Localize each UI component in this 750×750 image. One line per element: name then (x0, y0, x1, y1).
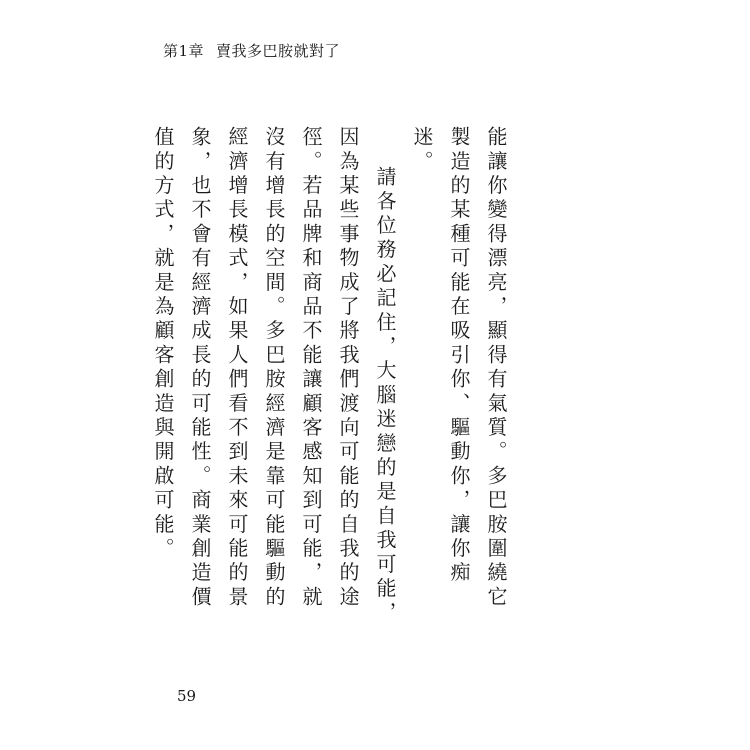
running-header (163, 40, 340, 61)
paragraph: 請各位務必記住，大腦迷戀的是自我可能，因為某些事物成了將我們渡向可能的自我的途徑。若品牌和商品不能讓顧客感知到可能，就沒有增長的空間。多巴胺經濟是靠可能驅動的經濟增長模式，如果人們看不到未來可能的景象，也不會有經濟成長的可能性。商業創造價值的方式，就是為顧客創造與開啟可能。 (151, 126, 397, 626)
paragraph-continued: 能讓你變得漂亮，顯得有氣質。多巴胺圍繞它製造的某種可能在吸引你、驅動你，讓你痴迷。 (410, 126, 508, 610)
vertical-body-text (144, 126, 514, 626)
chapter-label: 第1章 (163, 42, 205, 60)
page-number: 59 (177, 687, 197, 705)
chapter-title: 賣我多巴胺就對了 (216, 42, 341, 60)
